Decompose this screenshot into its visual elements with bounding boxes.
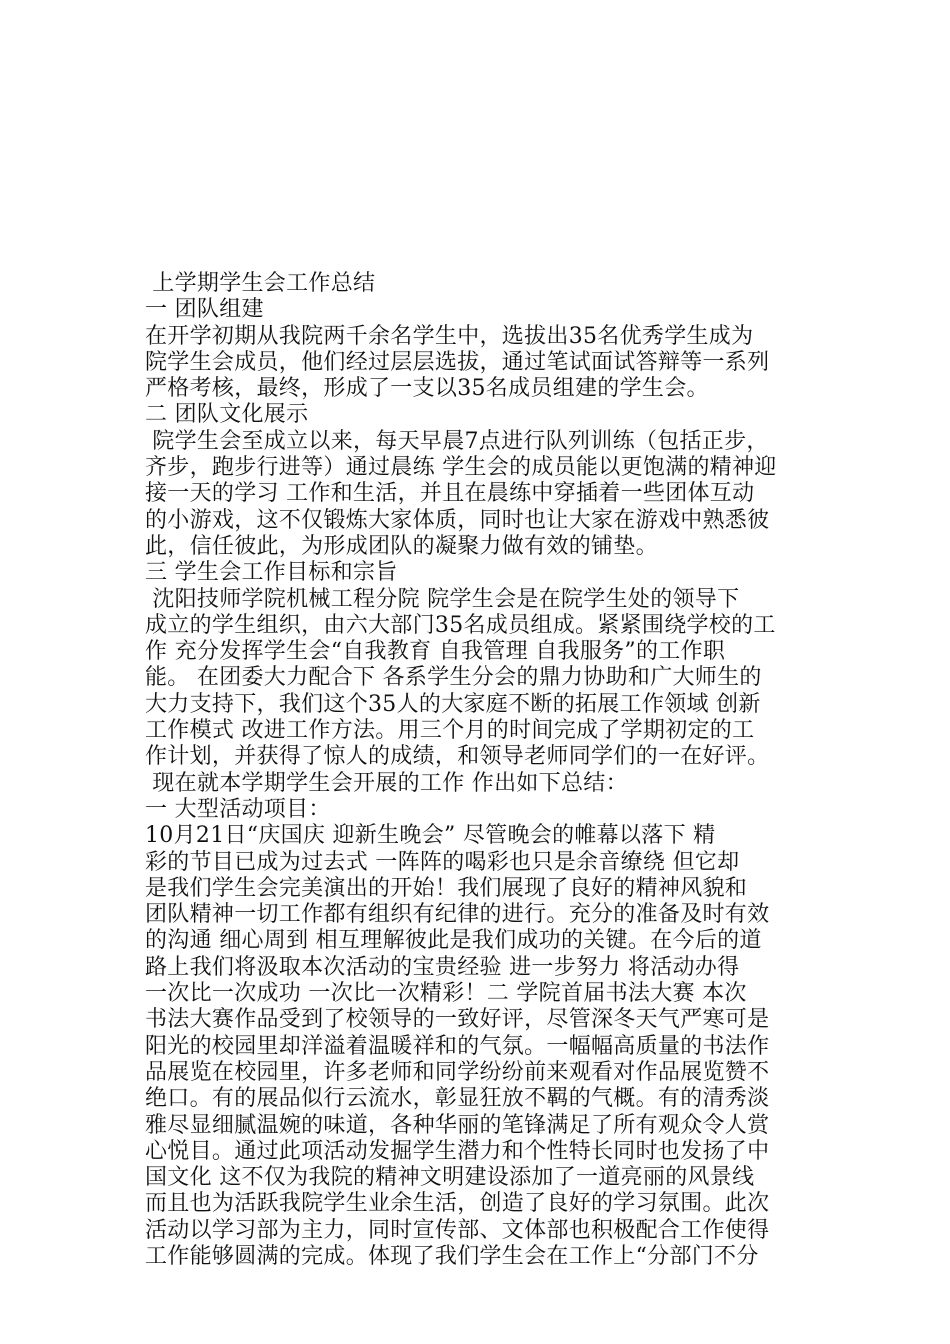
document-line: 工作模式 改进工作方法。用三个月的时间完成了学期初定的工 (145, 718, 755, 744)
document-line: 品展览在校园里，许多老师和同学纷纷前来观看对作品展览赞不 (145, 1059, 770, 1085)
document-line: 接一天的学习 工作和生活，并且在晨练中穿插着一些团体互动 (145, 481, 755, 507)
document-line: 齐步，跑步行进等）通过晨练 学生会的成员能以更饱满的精神迎 (145, 455, 777, 481)
document-line: 院学生会至成立以来，每天早晨7点进行队列训练（包括正步， (145, 428, 769, 454)
document-line: 一次比一次成功 一次比一次精彩！二 学院首届书法大赛 本次 (145, 981, 747, 1007)
document-line: 三 学生会工作目标和宗旨 (145, 560, 398, 586)
document-line: 一 大型活动项目： (145, 796, 331, 822)
document-line: 路上我们将汲取本次活动的宝贵经验 进一步努力 将活动办得 (145, 954, 740, 980)
document-line: 二 团队文化展示 (145, 402, 309, 428)
document-line: 此，信任彼此，为形成团队的凝聚力做有效的铺垫。 (145, 533, 658, 559)
document-title: 上学期学生会工作总结 (145, 271, 376, 296)
document-line: 活动以学习部为主力，同时宣传部、文体部也积极配合工作使得 (145, 1217, 770, 1243)
document-line: 10月21日“庆国庆 迎新生晚会” 尽管晚会的帷幕以落下 精 (145, 823, 716, 849)
document-line: 而且也为活跃我院学生业余生活，创造了良好的学习氛围。此次 (145, 1191, 770, 1217)
document-line: 彩的节目已成为过去式 一阵阵的喝彩也只是余音缭绕 但它却 (145, 849, 740, 875)
document-line: 心悦目。通过此项活动发掘学生潜力和个性特长同时也发扬了中 (145, 1138, 770, 1164)
document-line: 书法大赛作品受到了校领导的一致好评，尽管深冬天气严寒可是 (145, 1007, 770, 1033)
document-line: 绝口。有的展品似行云流水，彰显狂放不羁的气概。有的清秀淡 (145, 1086, 770, 1112)
document-line: 沈阳技师学院机械工程分院 院学生会是在院学生处的领导下 (145, 586, 740, 612)
document-line: 院学生会成员，他们经过层层选拔，通过笔试面试答辩等一系列 (145, 349, 770, 375)
document-line: 作 充分发挥学生会“自我教育 自我管理 自我服务”的工作职 (145, 639, 726, 665)
document-line: 工作能够圆满的完成。体现了我们学生会在工作上“分部门不分 (145, 1243, 759, 1269)
document-line: 现在就本学期学生会开展的工作 作出如下总结： (145, 770, 628, 796)
document-line: 一 团队组建 (145, 297, 264, 323)
document-line: 阳光的校园里却洋溢着温暖祥和的气氛。一幅幅高质量的书法作 (145, 1033, 770, 1059)
document-body (145, 271, 815, 1270)
document-line: 大力支持下，我们这个35人的大家庭不断的拓展工作领域 创新 (145, 691, 761, 717)
document-line: 雅尽显细腻温婉的味道，各种华丽的笔锋满足了所有观众令人赏 (145, 1112, 770, 1138)
document-line: 能。 在团委大力配合下 各系学生分会的鼎力协助和广大师生的 (145, 665, 762, 691)
document-line: 国文化 这不仅为我院的精神文明建设添加了一道亮丽的风景线 (145, 1165, 755, 1191)
document-line: 在开学初期从我院两千余名学生中，选拔出35名优秀学生成为 (145, 323, 754, 349)
document-line: 作计划，并获得了惊人的成绩，和领导老师同学们的一在好评。 (145, 744, 770, 770)
document-line: 是我们学生会完美演出的开始！我们展现了良好的精神风貌和 (145, 875, 748, 901)
document-line: 的沟通 细心周到 相互理解彼此是我们成功的关键。在今后的道 (145, 928, 762, 954)
document-line: 的小游戏，这不仅锻炼大家体质，同时也让大家在游戏中熟悉彼 (145, 507, 770, 533)
document-line: 严格考核，最终，形成了一支以35名成员组建的学生会。 (145, 376, 709, 402)
document-line: 成立的学生组织，由六大部门35名成员组成。紧紧围绕学校的工 (145, 612, 776, 638)
document-line: 团队精神一切工作都有组织有纪律的进行。充分的准备及时有效 (145, 902, 770, 928)
